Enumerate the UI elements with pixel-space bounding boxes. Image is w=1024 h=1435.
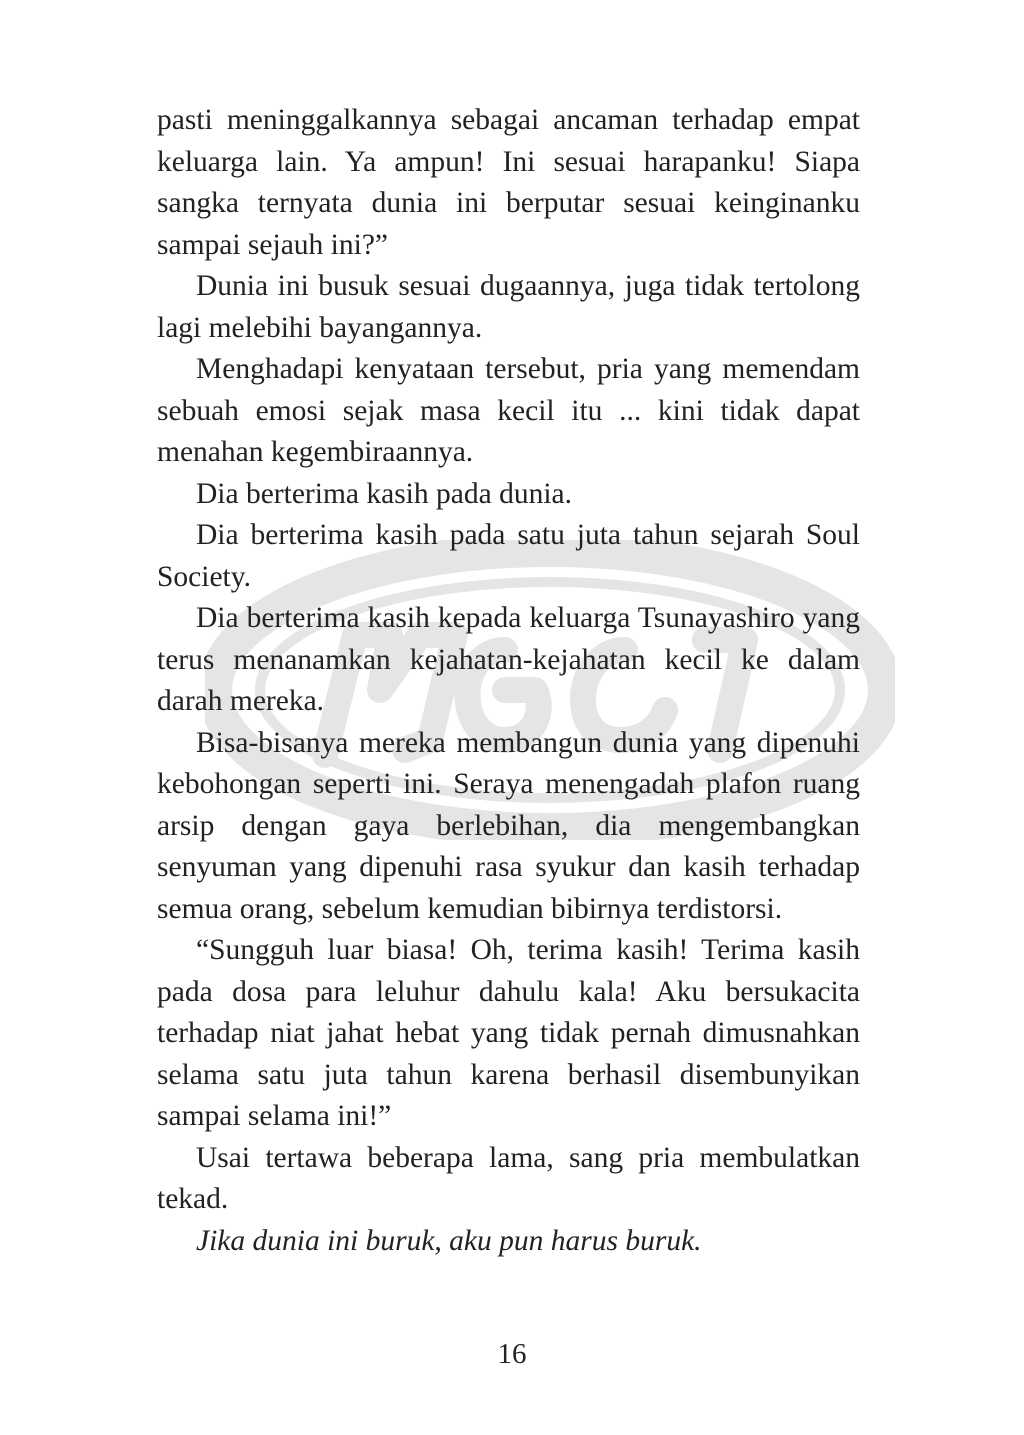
paragraph: “Sungguh luar biasa! Oh, terima kasih! Terima kasih pada dosa para leluhur dahulu kala! Aku bersukacita terhadap niat jahat hebat yang tidak pernah dimusnahkan selama satu juta tahun karena berhasil disembunyikan sampai selama ini!” (157, 934, 860, 1132)
italic-closing-line: Jika dunia ini buruk, aku pun harus buruk. (196, 1224, 702, 1257)
page-number: 16 (497, 1338, 527, 1370)
paragraph: pasti meninggalkannya sebagai ancaman terhadap empat keluarga lain. Ya ampun! Ini sesuai harapanku! Siapa sangka ternyata dunia ini berputar sesuai keinginanku sampai sejauh ini?” (157, 104, 860, 261)
paragraph: Usai tertawa beberapa lama, sang pria membulatkan tekad. (157, 1141, 860, 1215)
paragraph: Dia berterima kasih pada satu juta tahun sejarah Soul Society. (157, 519, 860, 593)
paragraph: Menghadapi kenyataan tersebut, pria yang memendam sebuah emosi sejak masa kecil itu ... kini tidak dapat menahan kegembiraannya. (157, 353, 860, 468)
paragraph: Dia berterima kasih kepada keluarga Tsunayashiro yang terus menanamkan kejahatan-kejahatan kecil ke dalam darah mereka. (157, 602, 860, 717)
paragraph: Bisa-bisanya mereka membangun dunia yang dipenuhi kebohongan seperti ini. Seraya menengadah plafon ruang arsip dengan gaya berlebihan, dia mengembangkan senyuman yang dipenuhi rasa syukur dan kasih terhadap semua orang, sebelum kemudian bibirnya terdistorsi. (157, 726, 860, 925)
body-text (157, 100, 860, 1262)
paragraph: Dunia ini busuk sesuai dugaannya, juga tidak tertolong lagi melebihi bayangannya. (157, 270, 860, 344)
paragraph: Dia berterima kasih pada dunia. (196, 477, 572, 510)
